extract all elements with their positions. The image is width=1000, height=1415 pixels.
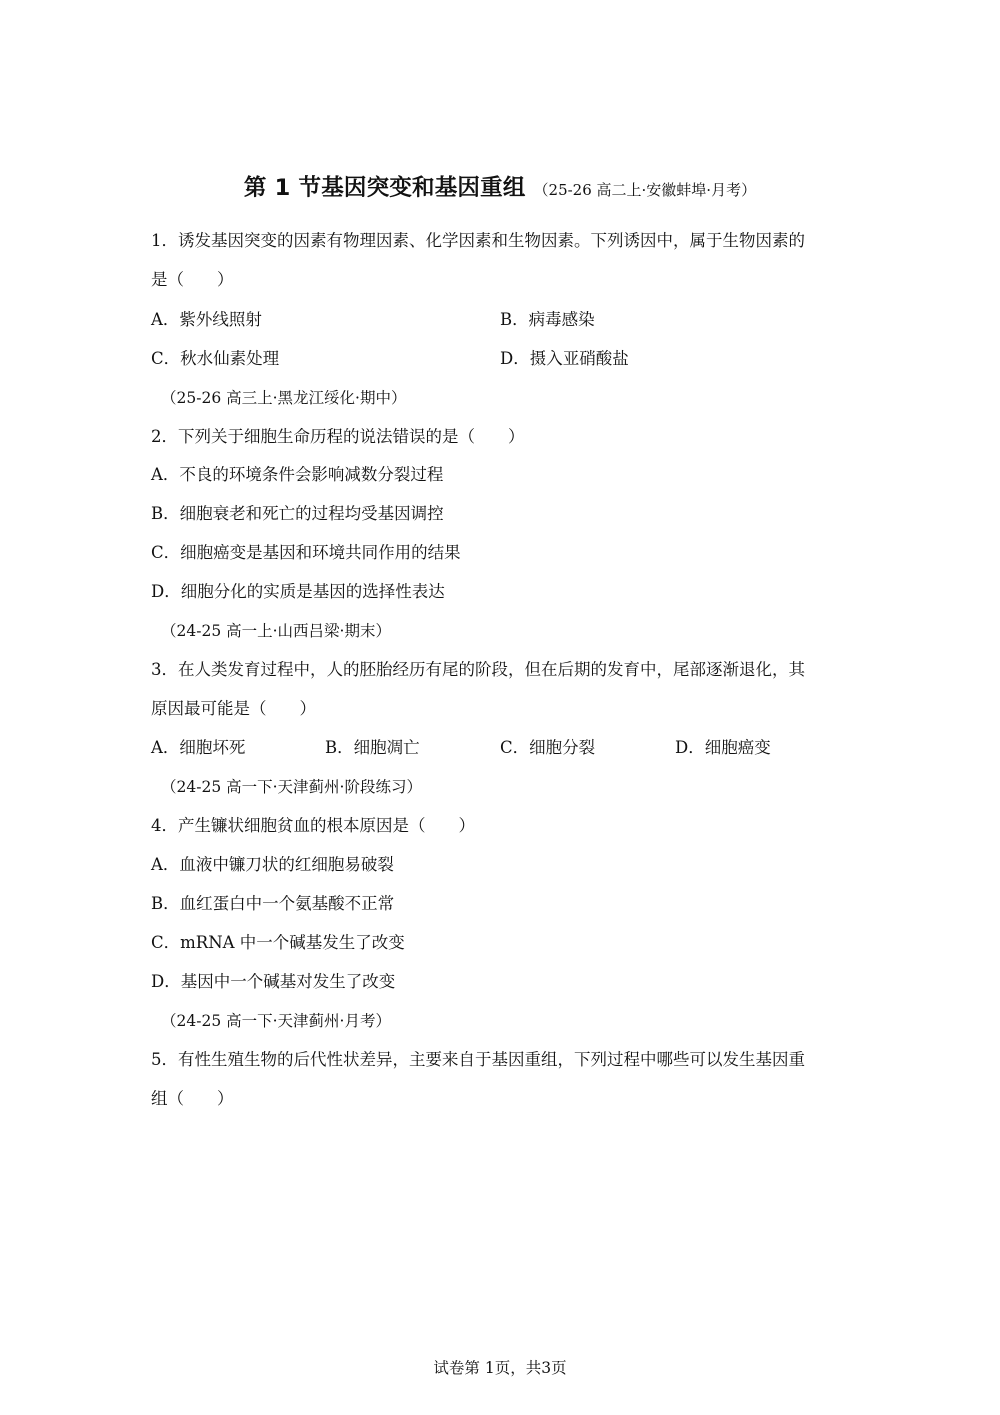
- title-source: （25-26 高二上·安徽蚌埠·月考）: [533, 181, 757, 199]
- question-5-stem-line-2: 组（ ）: [151, 1089, 234, 1108]
- question-1-option-b: B．病毒感染: [500, 310, 595, 329]
- question-4-option-d: D．基因中一个碱基对发生了改变: [151, 972, 396, 991]
- page-footer: 试卷第 1页，共3页: [433, 1359, 567, 1377]
- question-3-option-c: C．细胞分裂: [500, 738, 596, 757]
- question-5-stem-line-1: 5．有性生殖生物的后代性状差异，主要来自于基因重组，下列过程中哪些可以发生基因重: [151, 1050, 805, 1069]
- question-2-option-a: A．不良的环境条件会影响减数分裂过程: [151, 465, 444, 484]
- question-2-option-c: C．细胞癌变是基因和环境共同作用的结果: [151, 543, 461, 562]
- question-2-source: （25-26 高三上·黑龙江绥化·期中）: [161, 389, 407, 407]
- question-4-option-b: B．血红蛋白中一个氨基酸不正常: [151, 894, 395, 913]
- question-2-stem-line-1: 2．下列关于细胞生命历程的说法错误的是（ ）: [151, 427, 525, 446]
- question-4-source: （24-25 高一下·天津蓟州·阶段练习）: [161, 778, 422, 796]
- question-3-stem-line-1: 3．在人类发育过程中，人的胚胎经历有尾的阶段，但在后期的发育中，尾部逐渐退化，其: [151, 660, 805, 679]
- page-title: 第 1 节基因突变和基因重组: [243, 175, 526, 201]
- question-5-source: （24-25 高一下·天津蓟州·月考）: [161, 1012, 391, 1030]
- question-4-option-c: C．mRNA 中一个碱基发生了改变: [151, 933, 405, 952]
- question-3-option-d: D．细胞癌变: [675, 738, 771, 757]
- question-4-stem-line-1: 4．产生镰状细胞贫血的根本原因是（ ）: [151, 816, 475, 835]
- question-2-option-b: B．细胞衰老和死亡的过程均受基因调控: [151, 504, 444, 523]
- question-1-stem-line-1: 1．诱发基因突变的因素有物理因素、化学因素和生物因素。下列诱因中，属于生物因素的: [151, 231, 805, 250]
- question-4-option-a: A．血液中镰刀状的红细胞易破裂: [151, 855, 394, 874]
- question-2-option-d: D．细胞分化的实质是基因的选择性表达: [151, 582, 445, 601]
- question-3-stem-line-2: 原因最可能是（ ）: [151, 699, 316, 718]
- question-1-option-d: D．摄入亚硝酸盐: [500, 349, 629, 368]
- question-1-option-c: C．秋水仙素处理: [151, 349, 280, 368]
- question-3-option-a: A．细胞坏死: [151, 738, 246, 757]
- question-1-option-a: A．紫外线照射: [151, 310, 262, 329]
- question-1-stem-line-2: 是（ ）: [151, 270, 234, 289]
- question-3-option-b: B．细胞凋亡: [325, 738, 420, 757]
- page-header: [0, 170, 1000, 202]
- question-3-source: （24-25 高一上·山西吕梁·期末）: [161, 622, 391, 640]
